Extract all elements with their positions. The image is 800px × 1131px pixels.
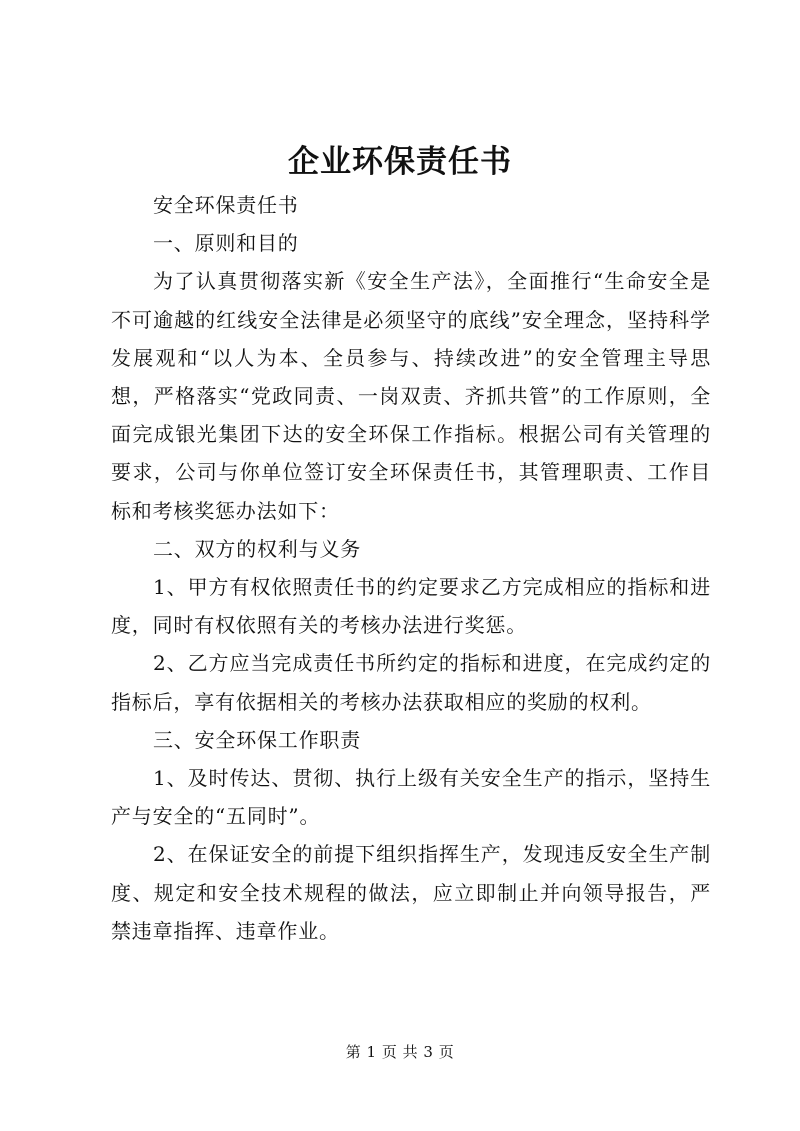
section-heading-principles: 一、原则和目的 xyxy=(153,231,299,256)
paragraph-duty-2: 2、在保证安全的前提下组织指挥生产，发现违反安全生产制度、规定和安全技术规程的做法，应立即制止并向领导报告，严禁违章指挥、违章作业。 xyxy=(111,842,711,943)
paragraph-duty-1: 1、及时传达、贯彻、执行上级有关安全生产的指示，坚持生产与安全的“五同时”。 xyxy=(111,766,711,829)
paragraph-subtitle: 安全环保责任书 xyxy=(153,193,299,217)
section-heading-rights: 二、双方的权利与义务 xyxy=(153,536,361,561)
paragraph-purpose: 为了认真贯彻落实新《安全生产法》，全面推行“生命安全是不可逾越的红线安全法律是必须坚守的底线”安全理念，坚持科学发展观和“以人为本、全员参与、持续改进”的安全管理主导思想，严格落实“党政同责、一岗双责、齐抓共管”的工作原则，全面完成银光集团下达的安全环保工作指标。根据公司有关管理的要求，公司与你单位签订安全环保责任书，其管理职责、工作目标和考核奖惩办法如下： xyxy=(111,269,711,523)
section-heading-duties: 三、安全环保工作职责 xyxy=(153,727,361,752)
document-body xyxy=(111,186,711,950)
document-title: 企业环保责任书 xyxy=(288,144,512,180)
paragraph-party-b-rights: 2、乙方应当完成责任书所约定的指标和进度，在完成约定的指标后，享有依据相关的考核办法获取相应的奖励的权利。 xyxy=(111,651,711,714)
page-indicator: 第 1 页 共 3 页 xyxy=(345,1043,455,1061)
paragraph-party-a-rights: 1、甲方有权依照责任书的约定要求乙方完成相应的指标和进度，同时有权依照有关的考核办法进行奖惩。 xyxy=(111,575,711,638)
